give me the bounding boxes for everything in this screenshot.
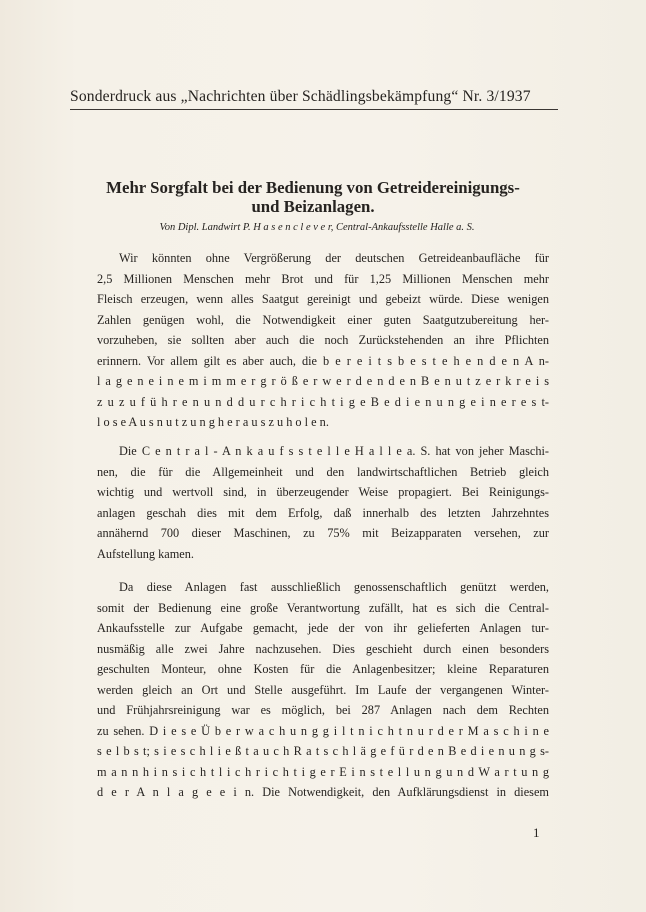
text-line: l a g e n e i n e m i m m e r g r ö ß e r w e r d e n d e n B e n u t z e r k r e i s xyxy=(97,374,549,388)
text-line: annähernd 700 dieser Maschinen, zu 75% mit Beizapparaten versehen, zur xyxy=(97,526,549,540)
text-line: Zahlen genügen wohl, die Notwendigkeit einer guten Saatgutzubereitung her- xyxy=(97,312,549,327)
text-line: Wir könnten ohne Vergrößerung der deutschen Getreideanbaufläche für xyxy=(119,251,549,265)
text-line: s e l b s t; s i e s c h l i e ß t a u c h R a t s c h l ä g e f ü r d e n B e d i e n u n g s- xyxy=(97,744,549,758)
text-line: erinnern. Vor allem gilt es aber auch, die b e r e i t s b e s t e h e n d e n A n- xyxy=(97,353,549,368)
article-title xyxy=(80,178,546,216)
article-title-line-1: Mehr Sorgfalt bei der Bedienung von Getreidereinigungs- xyxy=(106,178,520,197)
text-line: anlagen geschah dies mit dem Erfolg, daß innerhalb des letzten Jahrzehntes xyxy=(97,505,549,520)
paragraph-2 xyxy=(97,441,549,564)
article-title-line-2: und Beizanlagen. xyxy=(251,197,375,216)
author-byline: Von Dipl. Landwirt P. H a s e n c l e v e r, Central-Ankaufsstelle Halle a. S. xyxy=(159,222,475,233)
text-line: nusmäßig alle zwei Jahre nachzusehen. Dies geschieht durch einen besonders xyxy=(97,641,549,656)
page-number: 1 xyxy=(533,825,540,840)
text-line: Da diese Anlagen fast ausschließlich genossenschaftlich genützt werden, xyxy=(119,580,549,594)
paragraph-3 xyxy=(97,577,549,803)
paragraph-1 xyxy=(97,248,549,433)
text-line: Die C e n t r a l - A n k a u f s s t e l l e H a l l e a. S. hat von jeher Maschi- xyxy=(119,444,549,458)
header-rule xyxy=(70,109,558,110)
text-line: nen, die für die Allgemeinheit und den landwirtschaftlichen Betrieb gleich xyxy=(97,464,549,479)
text-line: z u z u f ü h r e n u n d d u r c h r i c h t i g e B e d i e n u n g e i n e r e s t- xyxy=(97,394,549,409)
text-line: und Frühjahrsreinigung war es möglich, bei 287 Anlagen nach dem Rechten xyxy=(97,703,549,717)
text-line: somit der Bedienung eine große Verantwortung zufällt, hat es sich die Central- xyxy=(97,600,549,615)
text-line: wichtig und wertvoll sind, in überzeugender Weise propagiert. Bei Reinigungs- xyxy=(97,485,549,499)
text-line: d e r A n l a g e e i n. Die Notwendigkeit, den Aufklärungsdienst in diesem xyxy=(97,785,549,799)
offprint-header: Sonderdruck aus „Nachrichten über Schädlingsbekämpfung“ Nr. 3/1937 xyxy=(70,88,531,105)
text-line: l o s e A u s n u t z u n g h e r a u s z u h o l e n. xyxy=(97,415,329,429)
text-line: geschulten Monteur, ohne Kosten für die Anlagenbesitzer; kleine Reparaturen xyxy=(97,662,549,676)
text-line: Fleisch erzeugen, wenn alles Saatgut gereinigt und gebeizt würde. Diese wenigen xyxy=(97,292,549,306)
text-line: werden gleich an Ort und Stelle ausgeführt. Im Laufe der vergangenen Winter- xyxy=(97,682,549,697)
text-line: vorzuheben, sie sollten aber auch die noch Zurückstehenden an ihre Pflichten xyxy=(97,333,549,347)
text-line: zu sehen. D i e s e Ü b e r w a c h u n g g i l t n i c h t n u r d e r M a s c h i n e xyxy=(97,723,549,738)
text-line: Ankaufsstelle zur Aufgabe gemacht, jede der von ihr gelieferten Anlagen tur- xyxy=(97,621,549,635)
text-line: m a n n h i n s i c h t l i c h r i c h t i g e r E i n s t e l l u n g u n d W a r t u n g xyxy=(97,764,549,779)
text-line: Aufstellung kamen. xyxy=(97,546,194,561)
text-line: 2,5 Millionen Menschen mehr Brot und für 1,25 Millionen Menschen mehr xyxy=(97,271,549,286)
